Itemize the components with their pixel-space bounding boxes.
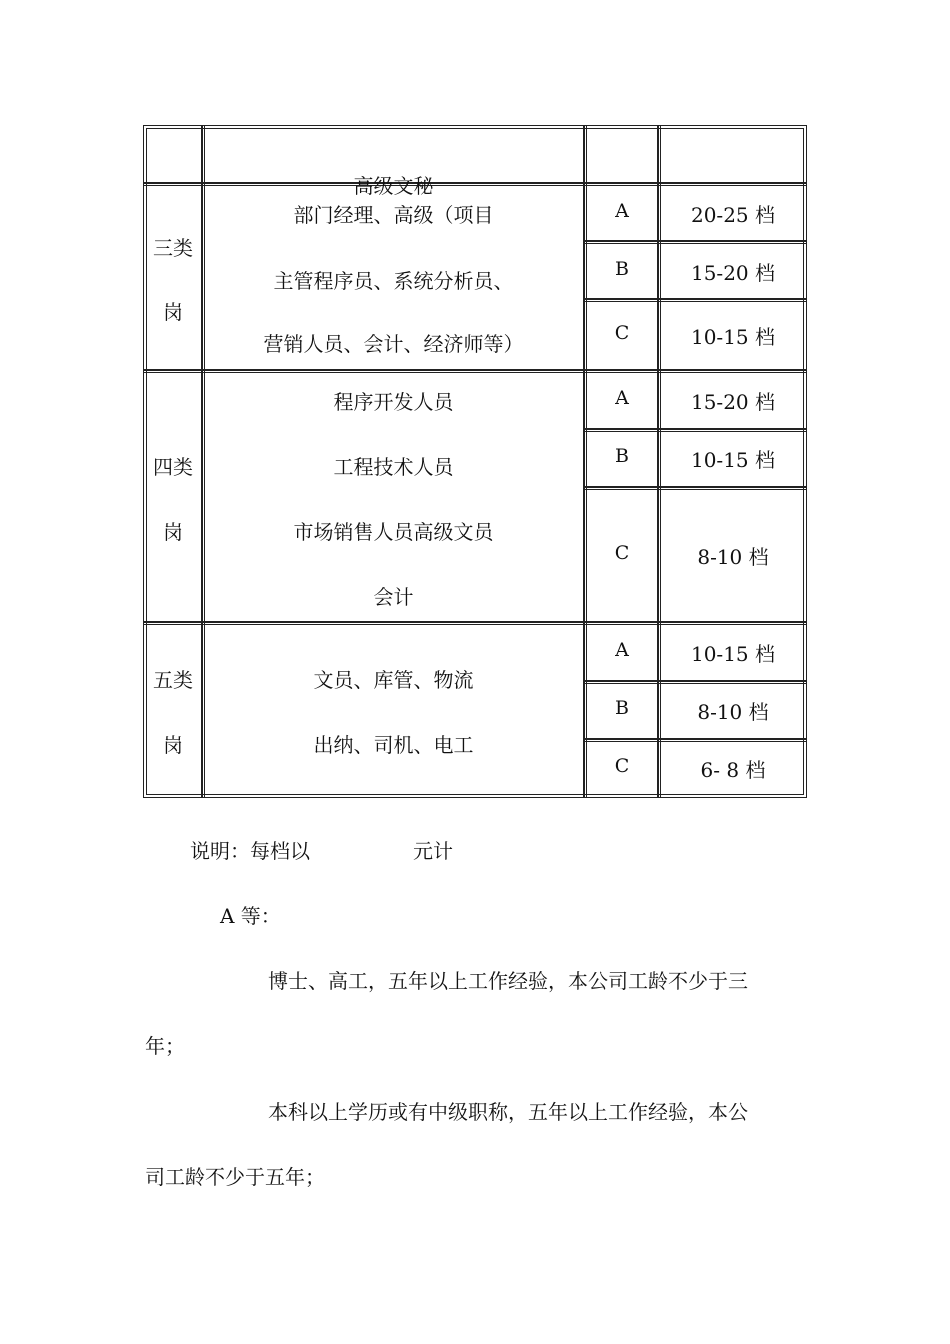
- category-label: 三类: [153, 236, 193, 260]
- grade-cell: C: [614, 322, 630, 344]
- position-description: 部门经理、高级（项目: [293, 203, 494, 227]
- category-label: 岗: [163, 300, 183, 324]
- position-description: 营销人员、会计、经济师等）: [263, 332, 524, 356]
- category-label: 岗: [163, 520, 183, 544]
- explain-unit: 元计: [413, 839, 453, 863]
- paragraph-line: 年；: [145, 1034, 185, 1058]
- grade-cell: A: [615, 387, 629, 409]
- subrow-divider: [583, 428, 807, 430]
- grade-cell: C: [614, 755, 630, 777]
- position-description: 主管程序员、系统分析员、: [273, 269, 514, 293]
- subrow-divider: [583, 680, 807, 682]
- grade-cell: A: [615, 639, 629, 661]
- grade-cell: C: [614, 542, 630, 564]
- explain-label: 说明：每档以: [190, 839, 310, 863]
- subrow-divider: [583, 738, 807, 740]
- subrow-divider: [583, 298, 807, 300]
- position-description: 程序开发人员: [333, 390, 454, 414]
- position-description: 出纳、司机、电工: [313, 733, 474, 757]
- paragraph-line: 司工龄不少于五年；: [145, 1165, 325, 1189]
- subrow-divider: [583, 240, 807, 242]
- range-cell: 6- 8 档: [700, 758, 766, 782]
- subrow-divider: [583, 431, 807, 432]
- subrow-divider: [583, 486, 807, 488]
- category-label: 四类: [153, 455, 193, 479]
- row-divider-group2: [143, 621, 807, 623]
- row-divider-group2-b: [143, 624, 807, 625]
- position-description: 市场销售人员高级文员: [293, 520, 494, 544]
- paragraph-line: 博士、高工，五年以上工作经验，本公司工龄不少于三: [268, 969, 748, 993]
- paragraph-line: 本科以上学历或有中级职称，五年以上工作经验，本公: [268, 1100, 748, 1124]
- grade-cell: B: [615, 258, 629, 280]
- header-overlap-text: 高级文秘: [353, 174, 434, 198]
- subrow-divider: [583, 243, 807, 244]
- subrow-divider: [583, 741, 807, 742]
- range-cell: 20-25 档: [690, 203, 775, 227]
- position-description: 文员、库管、物流: [313, 668, 474, 692]
- row-divider-group1: [143, 369, 807, 371]
- position-description: 工程技术人员: [333, 455, 454, 479]
- range-cell: 10-15 档: [690, 448, 775, 472]
- row-divider-group1-b: [143, 372, 807, 373]
- grade-cell: B: [615, 697, 629, 719]
- subrow-divider: [583, 489, 807, 490]
- subrow-divider: [583, 301, 807, 302]
- grade-cell: A: [615, 200, 629, 222]
- a-grade-label: A 等：: [220, 904, 281, 928]
- category-label: 岗: [163, 733, 183, 757]
- subrow-divider: [583, 683, 807, 684]
- range-cell: 10-15 档: [690, 642, 775, 666]
- range-cell: 8-10 档: [697, 545, 769, 569]
- range-cell: 15-20 档: [690, 261, 775, 285]
- position-description: 会计: [373, 585, 414, 609]
- grade-cell: B: [615, 445, 629, 467]
- category-label: 五类: [153, 668, 193, 692]
- range-cell: 10-15 档: [690, 325, 775, 349]
- range-cell: 8-10 档: [697, 700, 769, 724]
- range-cell: 15-20 档: [690, 390, 775, 414]
